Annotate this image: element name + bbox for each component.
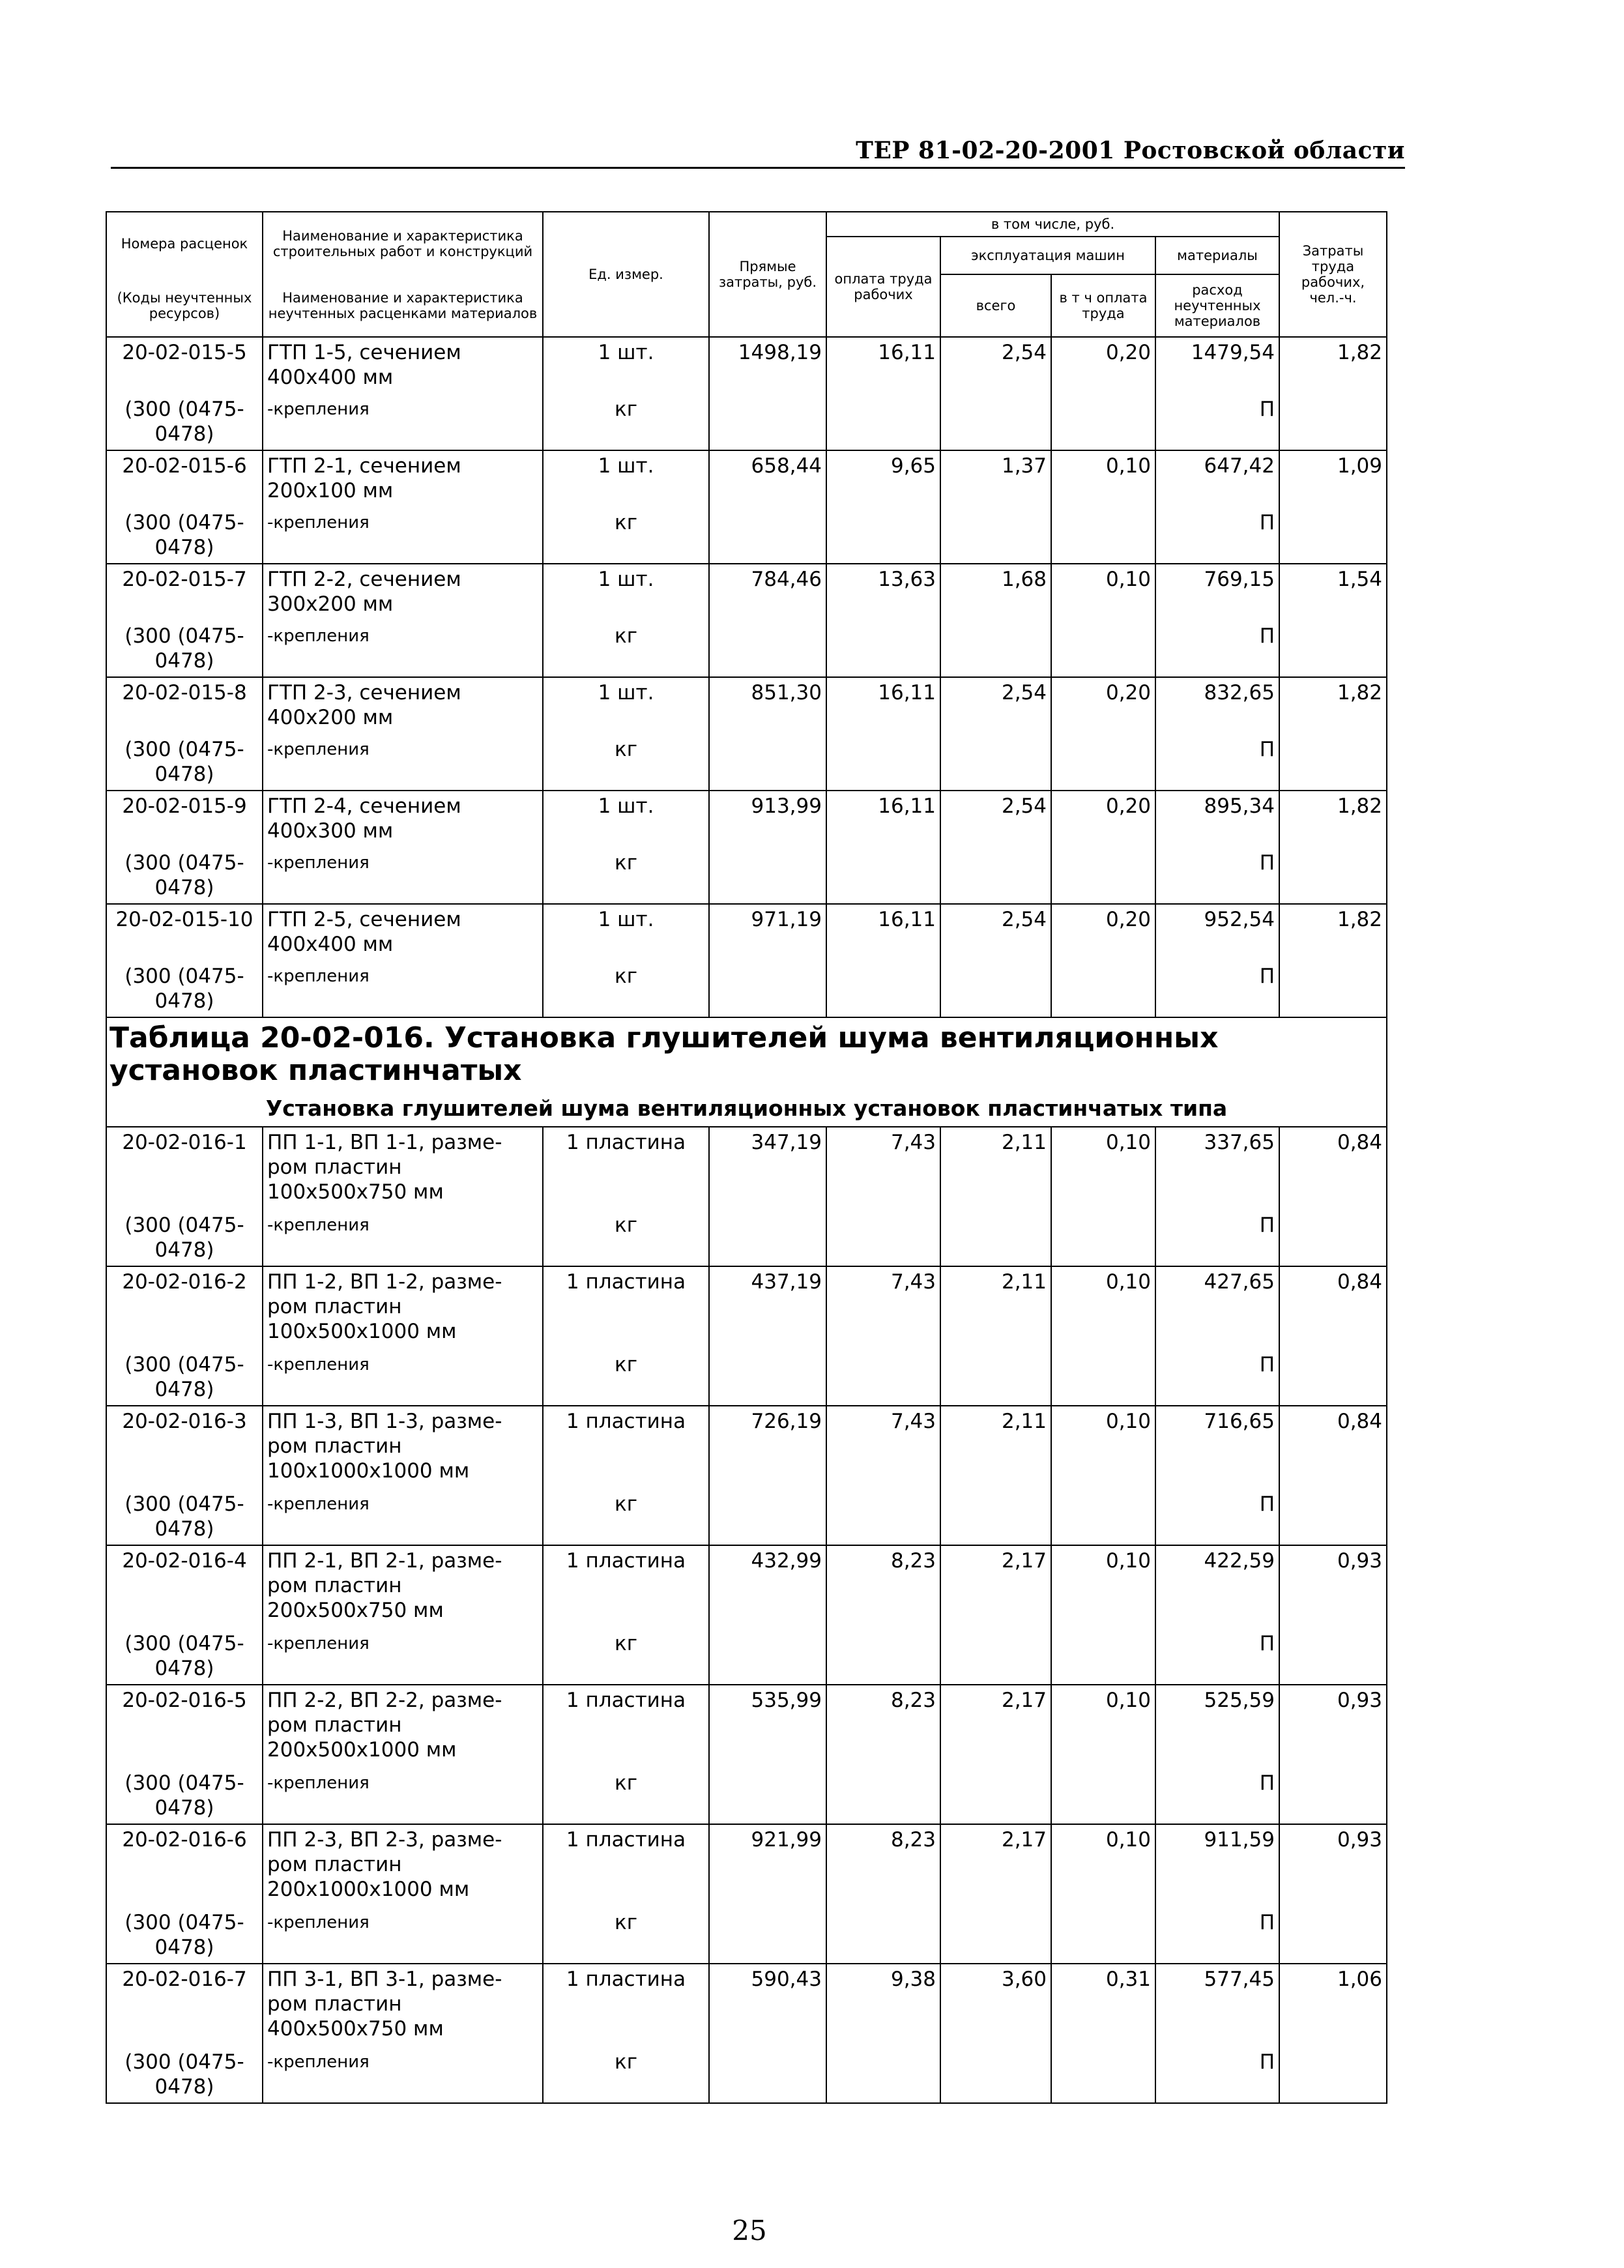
labor: 1,54	[1279, 564, 1387, 624]
table-row	[106, 1685, 1387, 1771]
rate-name: ПП 3-1, ВП 3-1, разме-ром пластин 400x500x750 мм	[263, 1964, 543, 2050]
table-row	[106, 564, 1387, 624]
wages: 16,11	[826, 677, 940, 737]
direct-costs: 535,99	[709, 1685, 826, 1771]
resource-materials: П	[1155, 510, 1279, 564]
resource-code: (300 (0475-0478)	[106, 510, 263, 564]
labor: 0,93	[1279, 1685, 1387, 1771]
materials: 769,15	[1155, 564, 1279, 624]
resource-code: (300 (0475-0478)	[106, 964, 263, 1017]
machines-total: 1,37	[940, 450, 1051, 510]
machines-wages: 0,10	[1051, 1824, 1155, 1910]
rate-unit: 1 шт.	[543, 904, 709, 964]
page-number: 25	[732, 2215, 767, 2246]
resource-row	[106, 624, 1387, 677]
labor: 1,82	[1279, 337, 1387, 397]
labor: 0,84	[1279, 1266, 1387, 1352]
resource-code: (300 (0475-0478)	[106, 850, 263, 904]
resource-unit: кг	[543, 397, 709, 450]
table-row	[106, 1266, 1387, 1352]
machines-wages: 0,10	[1051, 450, 1155, 510]
materials: 337,65	[1155, 1127, 1279, 1213]
rate-unit: 1 пластина	[543, 1545, 709, 1631]
machines-total: 2,11	[940, 1266, 1051, 1352]
materials: 952,54	[1155, 904, 1279, 964]
resource-name: -крепления	[263, 510, 543, 564]
machines-wages: 0,20	[1051, 677, 1155, 737]
rate-code: 20-02-016-7	[106, 1964, 263, 2050]
resource-row	[106, 1352, 1387, 1406]
wages: 13,63	[826, 564, 940, 624]
section-title: Таблица 20-02-016. Установка глушителей шума вентиляционных установок пластинчатых	[106, 1017, 1387, 1090]
resource-code: (300 (0475-0478)	[106, 737, 263, 791]
resource-materials: П	[1155, 1492, 1279, 1545]
resource-materials: П	[1155, 1213, 1279, 1266]
machines-total: 2,54	[940, 904, 1051, 964]
section-b	[106, 1017, 1387, 2103]
resource-row	[106, 964, 1387, 1017]
resource-name: -крепления	[263, 624, 543, 677]
resource-row	[106, 510, 1387, 564]
resource-unit: кг	[543, 850, 709, 904]
machines-total: 2,17	[940, 1545, 1051, 1631]
wages: 8,23	[826, 1545, 940, 1631]
resource-code: (300 (0475-0478)	[106, 1352, 263, 1406]
resource-row	[106, 1771, 1387, 1824]
resource-name: -крепления	[263, 2050, 543, 2103]
materials: 716,65	[1155, 1406, 1279, 1492]
materials: 422,59	[1155, 1545, 1279, 1631]
table-row	[106, 791, 1387, 850]
machines-wages: 0,10	[1051, 1545, 1155, 1631]
wages: 7,43	[826, 1266, 940, 1352]
resource-materials: П	[1155, 850, 1279, 904]
rate-name: ГТП 2-2, сечением 300x200 мм	[263, 564, 543, 624]
machines-total: 3,60	[940, 1964, 1051, 2050]
direct-costs: 851,30	[709, 677, 826, 737]
wages: 8,23	[826, 1824, 940, 1910]
resource-unit: кг	[543, 1213, 709, 1266]
machines-wages: 0,10	[1051, 1266, 1155, 1352]
labor: 1,82	[1279, 677, 1387, 737]
machines-total: 2,11	[940, 1127, 1051, 1213]
resource-materials: П	[1155, 1771, 1279, 1824]
rate-code: 20-02-016-4	[106, 1545, 263, 1631]
direct-costs: 921,99	[709, 1824, 826, 1910]
machines-wages: 0,20	[1051, 904, 1155, 964]
header-name: Наименование и характеристика строительных работ и конструкций	[263, 212, 543, 274]
rate-unit: 1 шт.	[543, 337, 709, 397]
resource-name: -крепления	[263, 964, 543, 1017]
materials: 832,65	[1155, 677, 1279, 737]
machines-wages: 0,10	[1051, 1127, 1155, 1213]
resource-materials: П	[1155, 397, 1279, 450]
table-row	[106, 677, 1387, 737]
wages: 16,11	[826, 791, 940, 850]
direct-costs: 658,44	[709, 450, 826, 510]
labor: 1,82	[1279, 904, 1387, 964]
rate-name: ГТП 2-5, сечением 400x400 мм	[263, 904, 543, 964]
resource-unit: кг	[543, 2050, 709, 2103]
resource-code: (300 (0475-0478)	[106, 1213, 263, 1266]
header-code-sub: (Коды неучтенных ресурсов)	[106, 274, 263, 337]
resource-name: -крепления	[263, 1631, 543, 1685]
resource-code: (300 (0475-0478)	[106, 397, 263, 450]
resource-unit: кг	[543, 1771, 709, 1824]
table-row	[106, 1406, 1387, 1492]
resource-row	[106, 1213, 1387, 1266]
header-name-sub: Наименование и характеристика неучтенных расценками материалов	[263, 274, 543, 337]
resource-name: -крепления	[263, 850, 543, 904]
machines-wages: 0,10	[1051, 1406, 1155, 1492]
rate-unit: 1 пластина	[543, 1266, 709, 1352]
resource-name: -крепления	[263, 1352, 543, 1406]
direct-costs: 971,19	[709, 904, 826, 964]
header-unit: Ед. измер.	[543, 212, 709, 337]
machines-wages: 0,20	[1051, 337, 1155, 397]
rate-code: 20-02-015-6	[106, 450, 263, 510]
subsection-title: Установка глушителей шума вентиляционных установок пластинчатых типа	[106, 1090, 1387, 1127]
resource-materials: П	[1155, 1910, 1279, 1964]
materials: 577,45	[1155, 1964, 1279, 2050]
resource-name: -крепления	[263, 1492, 543, 1545]
direct-costs: 432,99	[709, 1545, 826, 1631]
rate-code: 20-02-015-5	[106, 337, 263, 397]
machines-total: 2,17	[940, 1685, 1051, 1771]
resource-materials: П	[1155, 964, 1279, 1017]
rate-name: ГТП 1-5, сечением 400x400 мм	[263, 337, 543, 397]
rate-code: 20-02-016-1	[106, 1127, 263, 1213]
wages: 8,23	[826, 1685, 940, 1771]
resource-row	[106, 850, 1387, 904]
machines-total: 2,54	[940, 337, 1051, 397]
rate-unit: 1 пластина	[543, 1406, 709, 1492]
rate-name: ПП 2-1, ВП 2-1, разме-ром пластин 200x500x750 мм	[263, 1545, 543, 1631]
table-row	[106, 450, 1387, 510]
direct-costs: 1498,19	[709, 337, 826, 397]
header-code: Номера расценок	[106, 212, 263, 274]
resource-materials: П	[1155, 1631, 1279, 1685]
labor: 1,82	[1279, 791, 1387, 850]
rate-unit: 1 пластина	[543, 1824, 709, 1910]
materials: 895,34	[1155, 791, 1279, 850]
materials: 911,59	[1155, 1824, 1279, 1910]
machines-total: 2,11	[940, 1406, 1051, 1492]
machines-wages: 0,10	[1051, 564, 1155, 624]
resource-code: (300 (0475-0478)	[106, 1910, 263, 1964]
rate-code: 20-02-016-6	[106, 1824, 263, 1910]
resource-name: -крепления	[263, 1213, 543, 1266]
resource-unit: кг	[543, 1352, 709, 1406]
resource-row	[106, 1631, 1387, 1685]
wages: 9,65	[826, 450, 940, 510]
wages: 16,11	[826, 337, 940, 397]
direct-costs: 347,19	[709, 1127, 826, 1213]
rate-unit: 1 шт.	[543, 677, 709, 737]
rate-name: ПП 1-1, ВП 1-1, разме-ром пластин 100x500x750 мм	[263, 1127, 543, 1213]
rate-name: ГТП 2-1, сечением 200x100 мм	[263, 450, 543, 510]
machines-total: 2,17	[940, 1824, 1051, 1910]
table-row	[106, 1824, 1387, 1910]
resource-row	[106, 1492, 1387, 1545]
resource-name: -крепления	[263, 1910, 543, 1964]
labor: 0,93	[1279, 1824, 1387, 1910]
machines-total: 2,54	[940, 791, 1051, 850]
rate-code: 20-02-015-9	[106, 791, 263, 850]
rate-name: ПП 2-2, ВП 2-2, разме-ром пластин 200x500x1000 мм	[263, 1685, 543, 1771]
resource-materials: П	[1155, 1352, 1279, 1406]
rate-code: 20-02-016-2	[106, 1266, 263, 1352]
resource-name: -крепления	[263, 1771, 543, 1824]
table-row	[106, 1964, 1387, 2050]
rate-name: ПП 1-3, ВП 1-3, разме-ром пластин 100x1000x1000 мм	[263, 1406, 543, 1492]
resource-materials: П	[1155, 624, 1279, 677]
machines-total: 1,68	[940, 564, 1051, 624]
resource-materials: П	[1155, 737, 1279, 791]
rate-code: 20-02-015-8	[106, 677, 263, 737]
table-row	[106, 337, 1387, 397]
header-materials-expense: расход неучтенных материалов	[1155, 274, 1279, 337]
materials: 647,42	[1155, 450, 1279, 510]
header-labor: Затраты труда рабочих, чел.-ч.	[1279, 212, 1387, 337]
resource-unit: кг	[543, 1910, 709, 1964]
materials: 427,65	[1155, 1266, 1279, 1352]
wages: 7,43	[826, 1406, 940, 1492]
table-row	[106, 1545, 1387, 1631]
header-machines-total: всего	[940, 274, 1051, 337]
table-header	[106, 212, 1387, 337]
rate-name: ГТП 2-3, сечением 400x200 мм	[263, 677, 543, 737]
section-a	[106, 337, 1387, 1017]
direct-costs: 913,99	[709, 791, 826, 850]
rate-code: 20-02-015-10	[106, 904, 263, 964]
rate-unit: 1 пластина	[543, 1964, 709, 2050]
rates-table	[106, 211, 1387, 2104]
resource-row	[106, 1910, 1387, 1964]
header-machines-wages: в т ч оплата труда	[1051, 274, 1155, 337]
rate-name: ПП 1-2, ВП 1-2, разме-ром пластин 100x500x1000 мм	[263, 1266, 543, 1352]
page-header	[111, 136, 1405, 169]
header-machines: эксплуатация машин	[940, 237, 1155, 274]
resource-code: (300 (0475-0478)	[106, 1771, 263, 1824]
resource-unit: кг	[543, 737, 709, 791]
resource-row	[106, 737, 1387, 791]
resource-code: (300 (0475-0478)	[106, 2050, 263, 2103]
direct-costs: 726,19	[709, 1406, 826, 1492]
wages: 9,38	[826, 1964, 940, 2050]
labor: 0,84	[1279, 1406, 1387, 1492]
resource-unit: кг	[543, 510, 709, 564]
resource-materials: П	[1155, 2050, 1279, 2103]
resource-unit: кг	[543, 964, 709, 1017]
machines-wages: 0,31	[1051, 1964, 1155, 2050]
resource-row	[106, 397, 1387, 450]
resource-name: -крепления	[263, 397, 543, 450]
labor: 0,93	[1279, 1545, 1387, 1631]
rate-code: 20-02-015-7	[106, 564, 263, 624]
resource-code: (300 (0475-0478)	[106, 624, 263, 677]
header-materials: материалы	[1155, 237, 1279, 274]
document-title: ТЕР 81-02-20-2001 Ростовской области	[856, 137, 1405, 164]
resource-name: -крепления	[263, 737, 543, 791]
rate-unit: 1 шт.	[543, 791, 709, 850]
labor: 1,09	[1279, 450, 1387, 510]
rate-name: ПП 2-3, ВП 2-3, разме-ром пластин 200x1000x1000 мм	[263, 1824, 543, 1910]
rate-unit: 1 шт.	[543, 564, 709, 624]
direct-costs: 784,46	[709, 564, 826, 624]
table-row	[106, 1127, 1387, 1213]
rate-unit: 1 пластина	[543, 1127, 709, 1213]
header-including: в том числе, руб.	[826, 212, 1279, 237]
resource-unit: кг	[543, 1631, 709, 1685]
resource-row	[106, 2050, 1387, 2103]
machines-wages: 0,20	[1051, 791, 1155, 850]
rate-unit: 1 пластина	[543, 1685, 709, 1771]
resource-code: (300 (0475-0478)	[106, 1492, 263, 1545]
resource-code: (300 (0475-0478)	[106, 1631, 263, 1685]
resource-unit: кг	[543, 624, 709, 677]
header-wages: оплата труда рабочих	[826, 237, 940, 337]
direct-costs: 437,19	[709, 1266, 826, 1352]
resource-unit: кг	[543, 1492, 709, 1545]
header-direct-costs: Прямые затраты, руб.	[709, 212, 826, 337]
direct-costs: 590,43	[709, 1964, 826, 2050]
wages: 16,11	[826, 904, 940, 964]
rate-code: 20-02-016-3	[106, 1406, 263, 1492]
table-row	[106, 904, 1387, 964]
materials: 1479,54	[1155, 337, 1279, 397]
labor: 1,06	[1279, 1964, 1387, 2050]
machines-wages: 0,10	[1051, 1685, 1155, 1771]
rate-code: 20-02-016-5	[106, 1685, 263, 1771]
rate-unit: 1 шт.	[543, 450, 709, 510]
machines-total: 2,54	[940, 677, 1051, 737]
rate-name: ГТП 2-4, сечением 400x300 мм	[263, 791, 543, 850]
labor: 0,84	[1279, 1127, 1387, 1213]
materials: 525,59	[1155, 1685, 1279, 1771]
wages: 7,43	[826, 1127, 940, 1213]
